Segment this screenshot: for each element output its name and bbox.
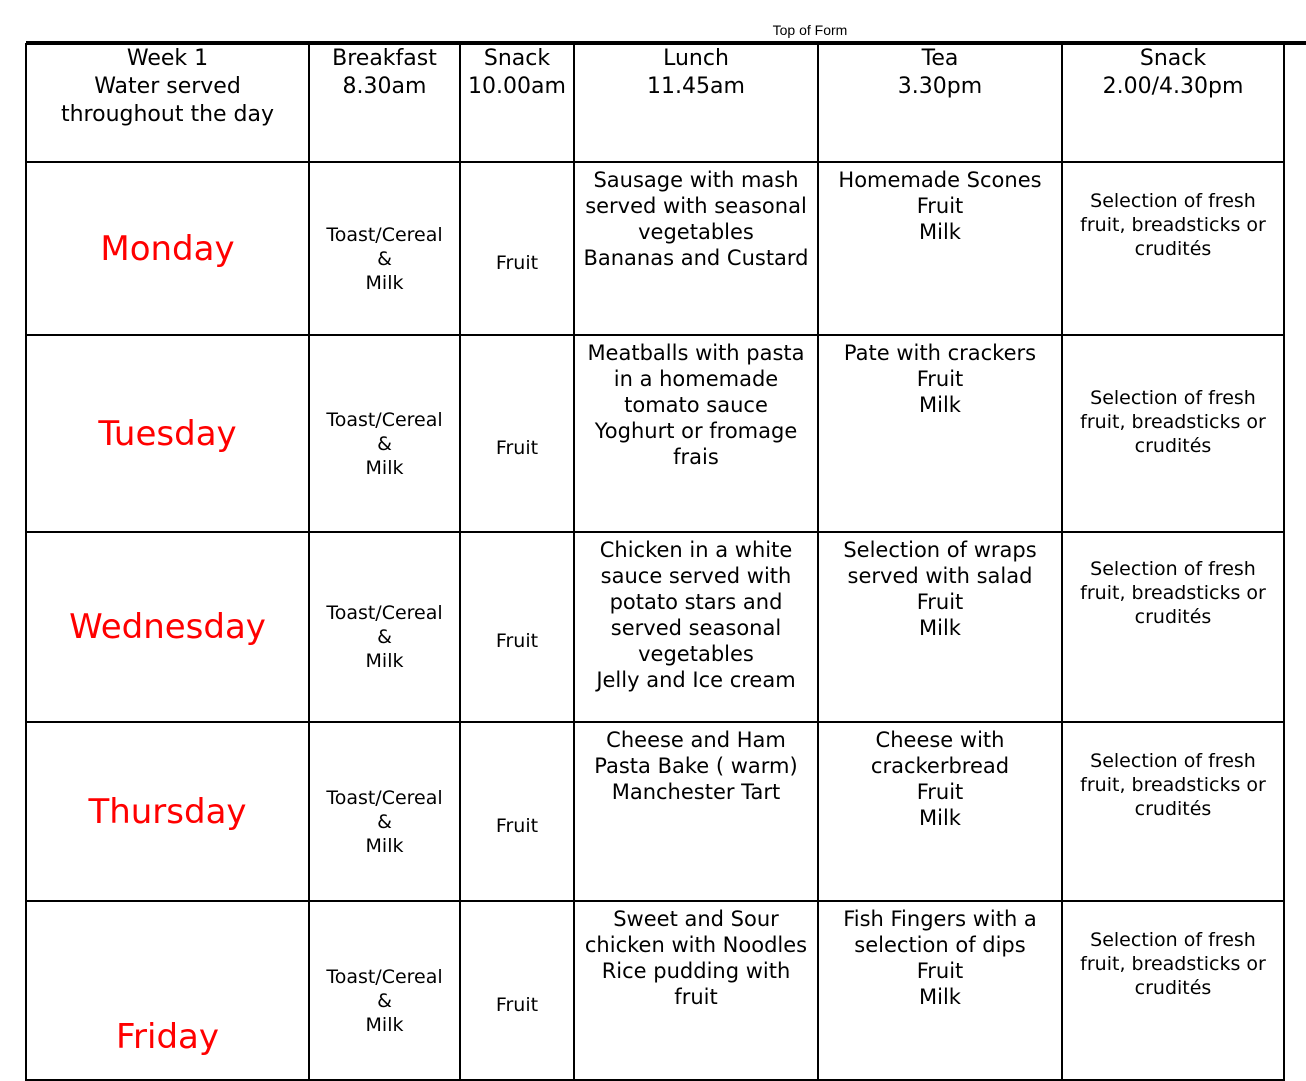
tea-line: selection of dips bbox=[854, 933, 1026, 957]
afternoon-snack-line: fruit, breadsticks or bbox=[1080, 411, 1266, 433]
lunch-cell bbox=[574, 335, 818, 532]
lunch-line: in a homemade bbox=[613, 367, 779, 391]
lunch-line: Bananas and Custard bbox=[583, 246, 809, 270]
header-tea-label: Tea bbox=[921, 46, 959, 71]
afternoon-snack-cell bbox=[1062, 532, 1284, 722]
tea-line: Milk bbox=[919, 220, 961, 244]
lunch-line: Meatballs with pasta bbox=[587, 341, 805, 365]
afternoon-snack-line: fruit, breadsticks or bbox=[1080, 582, 1266, 604]
lunch-line: sauce served with bbox=[600, 564, 792, 588]
afternoon-snack-line: Selection of fresh bbox=[1090, 190, 1256, 212]
breakfast-line: & bbox=[377, 247, 392, 270]
afternoon-snack-line: crudités bbox=[1134, 238, 1212, 260]
breakfast-line: Toast/Cereal bbox=[326, 786, 443, 809]
tea-line: Fruit bbox=[916, 780, 964, 804]
tea-cell bbox=[818, 722, 1062, 901]
breakfast-line: & bbox=[377, 626, 392, 648]
lunch-line: Rice pudding with bbox=[601, 959, 791, 983]
header-snack bbox=[460, 44, 574, 162]
lunch-line: frais bbox=[673, 445, 719, 469]
header-breakfast bbox=[309, 44, 460, 162]
header-row bbox=[26, 44, 1284, 162]
tea-line: Milk bbox=[919, 985, 961, 1009]
tea-line: Fruit bbox=[916, 194, 964, 218]
lunch-line: vegetables bbox=[638, 642, 754, 666]
lunch-line: vegetables bbox=[638, 220, 754, 244]
tea-cell bbox=[818, 162, 1062, 335]
tea-line: crackerbread bbox=[870, 754, 1010, 778]
lunch-line: Manchester Tart bbox=[611, 780, 781, 804]
lunch-cell bbox=[574, 901, 818, 1080]
tea-cell bbox=[818, 532, 1062, 722]
afternoon-snack-cell bbox=[1062, 901, 1284, 1080]
header-breakfast-label: Breakfast bbox=[332, 46, 437, 71]
header-lunch-time: 11.45am bbox=[647, 74, 745, 99]
lunch-line: Sausage with mash bbox=[593, 168, 799, 192]
header-week-line: Week 1 bbox=[126, 46, 209, 71]
breakfast-line: Toast/Cereal bbox=[326, 223, 443, 246]
day-label: Thursday bbox=[26, 722, 309, 901]
lunch-line: served with seasonal bbox=[585, 194, 807, 218]
breakfast-line: Toast/Cereal bbox=[326, 965, 443, 988]
breakfast-line: Milk bbox=[365, 456, 404, 479]
breakfast-cell bbox=[309, 722, 460, 901]
day-label: Monday bbox=[26, 162, 309, 335]
afternoon-snack-line: Selection of fresh bbox=[1090, 558, 1256, 580]
lunch-line: Sweet and Sour bbox=[613, 907, 779, 931]
header-lunch-label: Lunch bbox=[663, 46, 729, 71]
breakfast-line: & bbox=[377, 810, 392, 833]
snack-cell: Fruit bbox=[460, 901, 574, 1080]
day-label: Tuesday bbox=[26, 335, 309, 532]
lunch-line: chicken with Noodles bbox=[584, 933, 808, 957]
header-tea-time: 3.30pm bbox=[897, 74, 983, 99]
lunch-line: Cheese and Ham bbox=[606, 728, 786, 752]
header-snack-time: 10.00am bbox=[468, 74, 566, 99]
header-lunch bbox=[574, 44, 818, 162]
lunch-line: potato stars and bbox=[609, 590, 783, 614]
tea-line: Pate with crackers bbox=[843, 341, 1037, 365]
header-week-line: Water served bbox=[94, 74, 241, 99]
breakfast-cell bbox=[309, 901, 460, 1080]
tea-line: Fruit bbox=[916, 959, 964, 983]
tea-line: Fish Fingers with a bbox=[843, 907, 1037, 931]
header-snack-label: Snack bbox=[483, 46, 551, 71]
afternoon-snack-line: crudités bbox=[1134, 606, 1212, 628]
afternoon-snack-line: fruit, breadsticks or bbox=[1080, 774, 1266, 796]
breakfast-cell bbox=[309, 335, 460, 532]
table-row-thursday bbox=[26, 722, 1284, 901]
table-row-monday bbox=[26, 162, 1284, 335]
afternoon-snack-line: crudités bbox=[1134, 977, 1212, 999]
breakfast-line: Milk bbox=[365, 834, 404, 857]
lunch-line: fruit bbox=[674, 985, 718, 1009]
afternoon-snack-line: fruit, breadsticks or bbox=[1080, 214, 1266, 236]
day-label: Wednesday bbox=[26, 532, 309, 722]
table-row-wednesday bbox=[26, 532, 1284, 722]
lunch-line: Yoghurt or fromage bbox=[594, 419, 798, 443]
tea-line: Fruit bbox=[916, 590, 964, 614]
snack-cell: Fruit bbox=[460, 532, 574, 722]
lunch-line: served seasonal bbox=[610, 616, 782, 640]
afternoon-snack-line: crudités bbox=[1134, 435, 1212, 457]
table-row-tuesday bbox=[26, 335, 1284, 532]
lunch-line: Pasta Bake ( warm) bbox=[594, 754, 798, 778]
menu-table bbox=[25, 43, 1285, 1081]
afternoon-snack-line: fruit, breadsticks or bbox=[1080, 953, 1266, 975]
afternoon-snack-cell bbox=[1062, 722, 1284, 901]
tea-line: Milk bbox=[919, 806, 961, 830]
afternoon-snack-line: crudités bbox=[1134, 798, 1212, 820]
snack-cell: Fruit bbox=[460, 722, 574, 901]
tea-cell bbox=[818, 335, 1062, 532]
lunch-line: Chicken in a white bbox=[599, 538, 793, 562]
breakfast-line: Milk bbox=[365, 1013, 404, 1036]
top-of-form-label: Top of Form bbox=[772, 22, 848, 38]
breakfast-line: Milk bbox=[365, 271, 404, 294]
header-afternoon-snack bbox=[1062, 44, 1284, 162]
tea-line: served with salad bbox=[847, 564, 1033, 588]
header-week bbox=[26, 44, 309, 162]
breakfast-line: Milk bbox=[365, 650, 404, 672]
header-tea bbox=[818, 44, 1062, 162]
afternoon-snack-line: Selection of fresh bbox=[1090, 750, 1256, 772]
afternoon-snack-line: Selection of fresh bbox=[1090, 387, 1256, 409]
day-label: Friday bbox=[26, 901, 309, 1080]
header-afternoon-snack-time: 2.00/4.30pm bbox=[1102, 74, 1244, 99]
afternoon-snack-line: Selection of fresh bbox=[1090, 929, 1256, 951]
tea-line: Homemade Scones bbox=[838, 168, 1042, 192]
header-week-line: throughout the day bbox=[60, 102, 275, 127]
breakfast-cell bbox=[309, 532, 460, 722]
header-afternoon-snack-label: Snack bbox=[1139, 46, 1207, 71]
breakfast-line: & bbox=[377, 989, 392, 1012]
lunch-cell bbox=[574, 532, 818, 722]
tea-line: Fruit bbox=[916, 367, 964, 391]
header-breakfast-time: 8.30am bbox=[342, 74, 427, 99]
lunch-cell bbox=[574, 722, 818, 901]
lunch-line: Jelly and Ice cream bbox=[596, 668, 796, 692]
tea-line: Milk bbox=[919, 393, 961, 417]
tea-line: Milk bbox=[919, 616, 961, 640]
afternoon-snack-cell bbox=[1062, 335, 1284, 532]
tea-cell bbox=[818, 901, 1062, 1080]
breakfast-cell bbox=[309, 162, 460, 335]
lunch-line: tomato sauce bbox=[624, 393, 768, 417]
table-row-friday bbox=[26, 901, 1284, 1080]
breakfast-line: & bbox=[377, 432, 392, 455]
breakfast-line: Toast/Cereal bbox=[326, 408, 443, 431]
tea-line: Cheese with bbox=[875, 728, 1005, 752]
afternoon-snack-cell bbox=[1062, 162, 1284, 335]
tea-line: Selection of wraps bbox=[843, 538, 1037, 562]
snack-cell: Fruit bbox=[460, 162, 574, 335]
snack-cell: Fruit bbox=[460, 335, 574, 532]
breakfast-line: Toast/Cereal bbox=[326, 602, 443, 624]
lunch-cell bbox=[574, 162, 818, 335]
